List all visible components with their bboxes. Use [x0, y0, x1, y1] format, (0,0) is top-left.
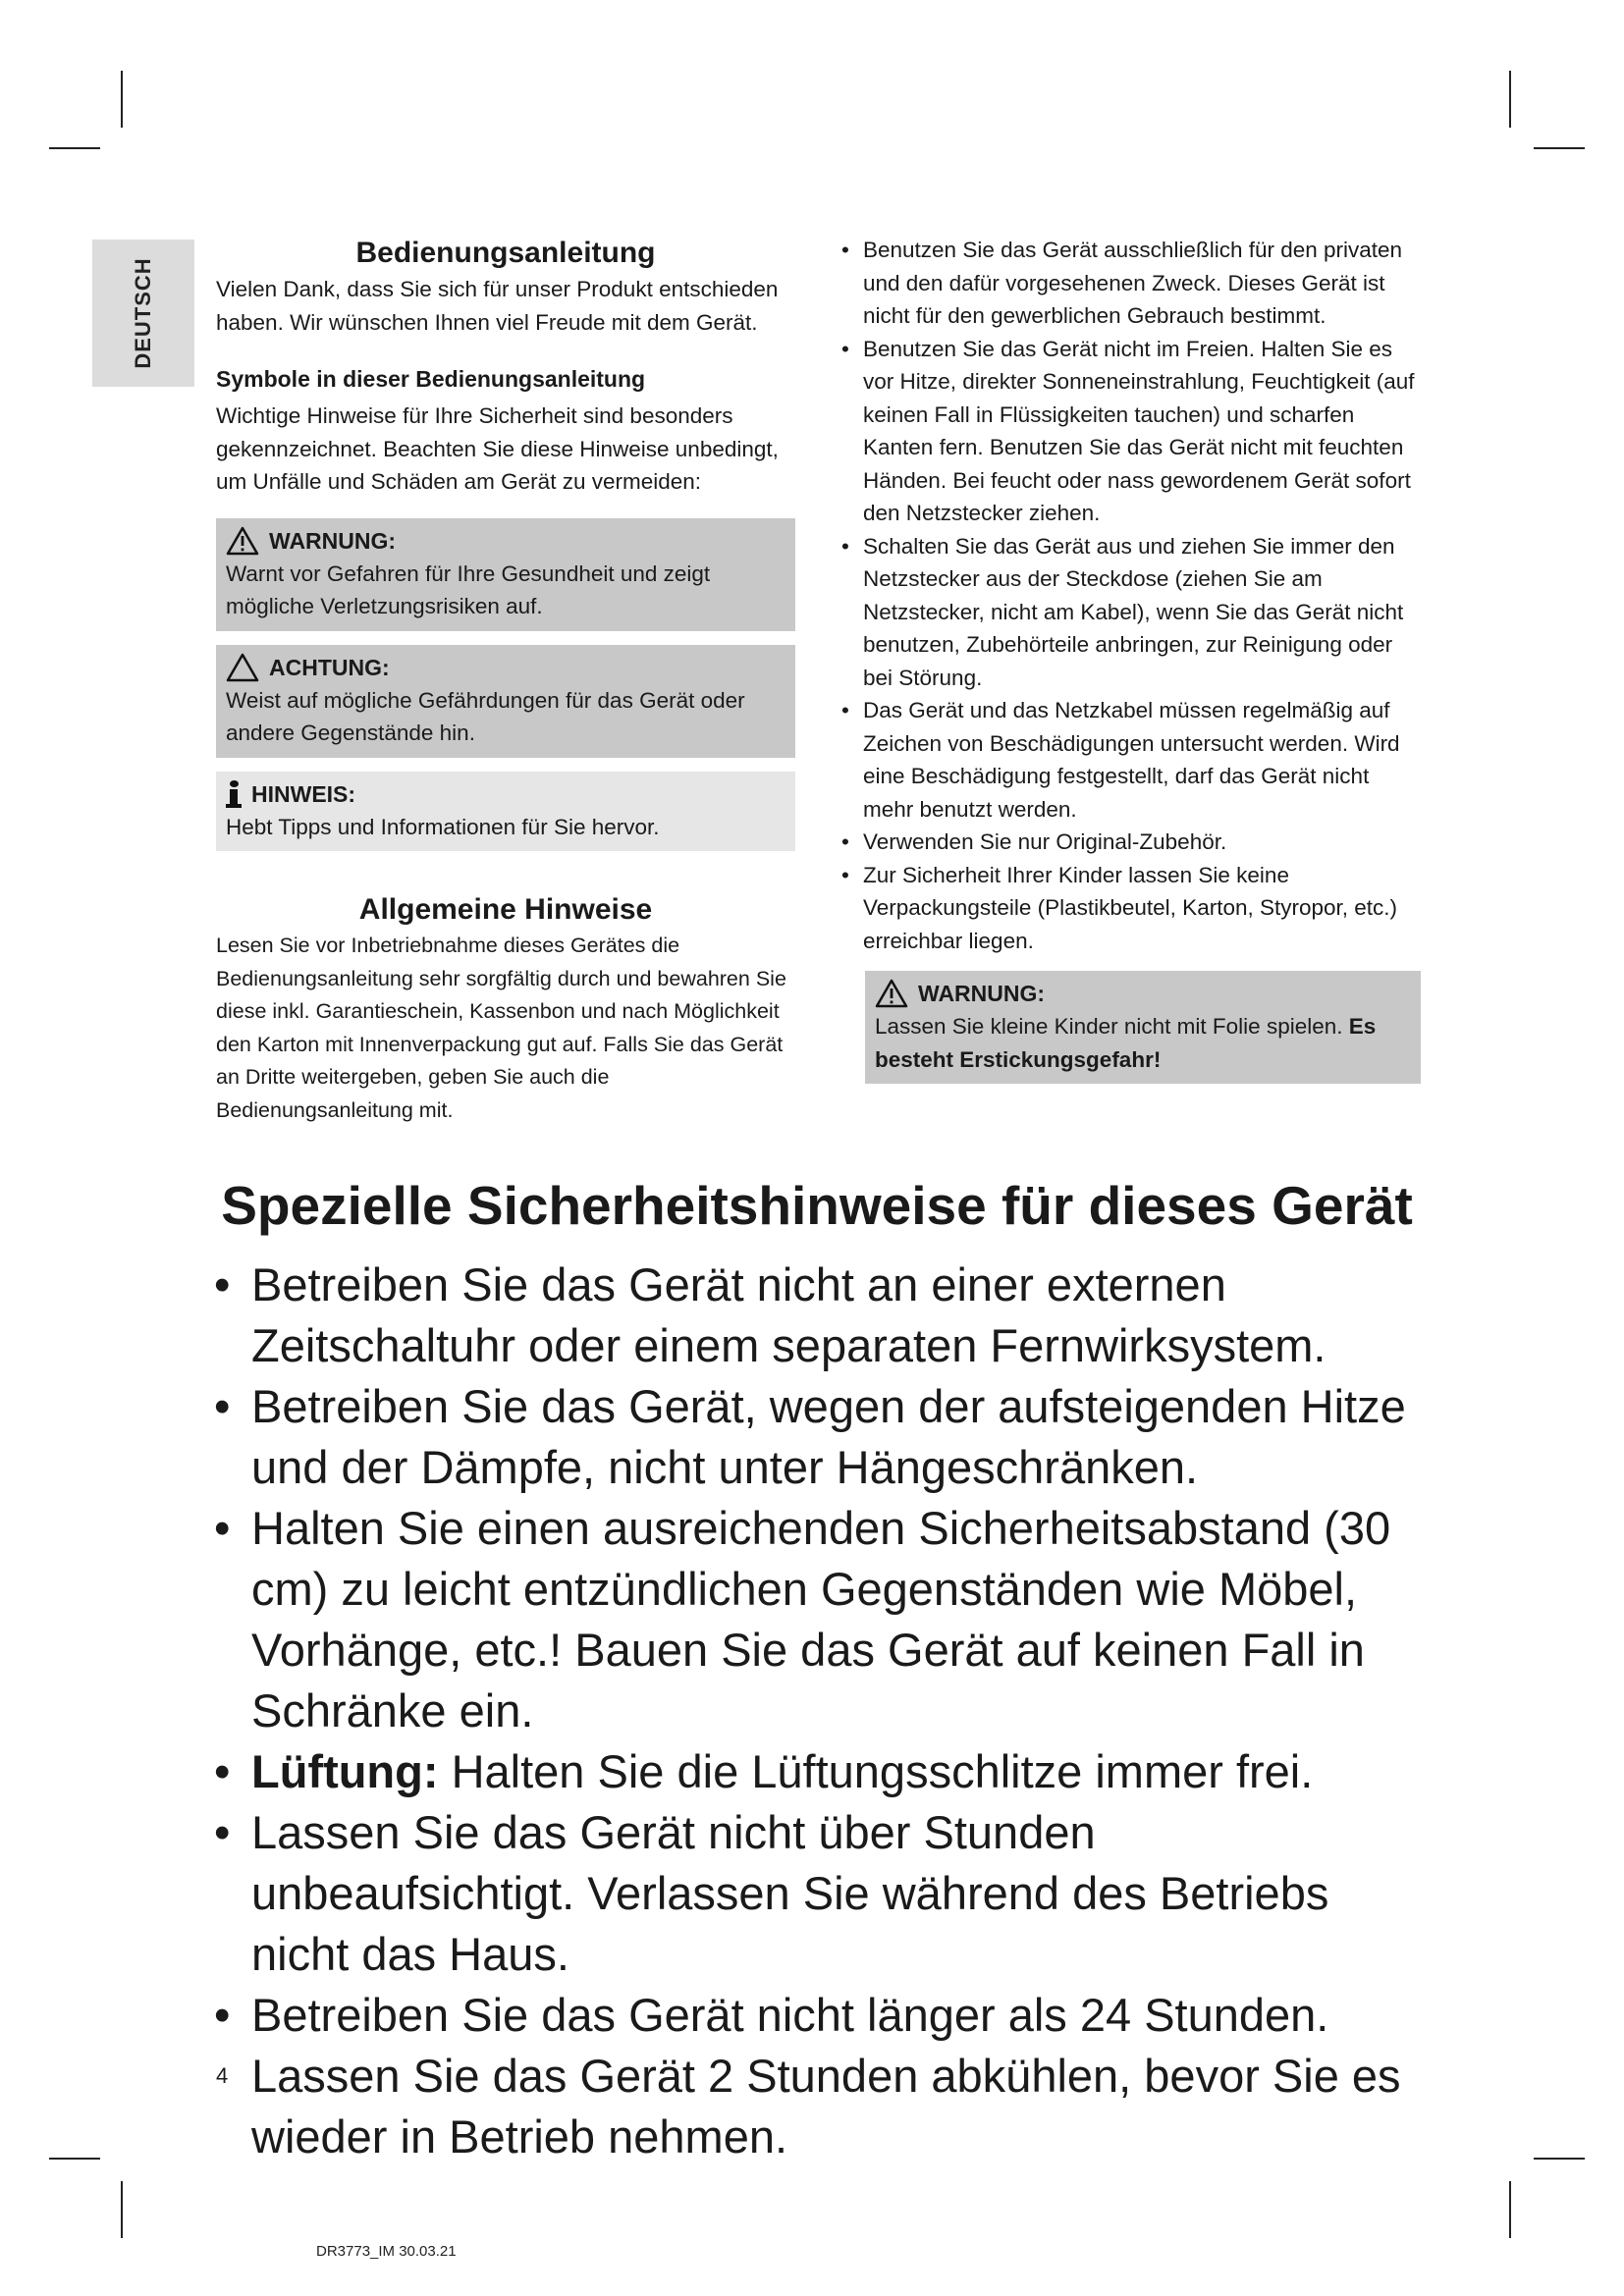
list-item-bold: Lüftung: — [251, 1745, 439, 1797]
caution-triangle-icon — [226, 653, 259, 682]
list-item — [212, 1741, 1430, 1802]
right-column — [839, 234, 1421, 1084]
manual-title: Bedienungsanleitung — [355, 237, 656, 269]
caution-box — [216, 645, 795, 758]
left-column — [216, 234, 795, 1127]
list-item-text: Betreiben Sie das Gerät, wegen der aufsteigenden Hitze und der Dämpfe, nicht unter Hängeschränken. — [251, 1380, 1406, 1493]
list-item-text: Betreiben Sie das Gerät nicht an einer externen Zeitschaltuhr oder einem separaten Fernwirksystem. — [251, 1258, 1326, 1371]
list-item-text: Halten Sie einen ausreichenden Sicherheitsabstand (30 cm) zu leicht entzündlichen Gegenständen wie Möbel, Vorhänge, etc.! Bauen Sie das Gerät auf keinen Fall in Schränke ein. — [251, 1502, 1391, 1736]
warning-label: WARNUNG: — [918, 981, 1046, 1006]
warning-box — [865, 971, 1421, 1084]
crop-mark — [1509, 2181, 1511, 2238]
warning-box — [216, 518, 795, 631]
special-safety-heading: Spezielle Sicherheitshinweise für dieses Gerät — [221, 1175, 1413, 1236]
list-item — [212, 1376, 1430, 1498]
crop-mark — [1509, 71, 1511, 128]
warning-text — [875, 1010, 1411, 1076]
warning-title — [875, 977, 1411, 1010]
crop-mark — [1534, 2158, 1585, 2160]
list-item — [212, 1255, 1430, 1376]
list-item-text: Halten Sie die Lüftungsschlitze immer frei. — [451, 1745, 1314, 1797]
crop-mark — [49, 2158, 100, 2160]
special-safety-list — [212, 1255, 1430, 2167]
general-heading: Allgemeine Hinweise — [358, 893, 653, 926]
warning-triangle-icon — [875, 979, 908, 1008]
warning-label: WARNUNG: — [269, 527, 397, 554]
crop-mark — [121, 2181, 123, 2238]
language-tab-label: DEUTSCH — [131, 257, 155, 369]
symbols-heading: Symbole in dieser Bedienungsanleitung — [216, 366, 646, 392]
crop-mark — [1534, 147, 1585, 149]
list-item — [212, 1802, 1430, 1985]
crop-mark — [121, 71, 123, 128]
footer-code: DR3773_IM 30.03.21 — [316, 2243, 457, 2260]
info-icon — [226, 780, 242, 808]
language-tab — [92, 240, 194, 387]
list-item: • Das Gerät und das Netzkabel müssen regelmäßig auf Zeichen von Beschädigungen untersucht werden. Wird eine Beschädigung festgestellt, darf das Gerät nicht mehr benutzt werden. — [839, 694, 1421, 826]
list-item: • Verwenden Sie nur Original-Zubehör. — [839, 826, 1421, 859]
caution-text: Weist auf mögliche Gefährdungen für das Gerät oder andere Gegenstände hin. — [226, 687, 745, 745]
note-text: Hebt Tipps und Informationen für Sie hervor. — [226, 814, 660, 839]
warning-text: Warnt vor Gefahren für Ihre Gesundheit und zeigt mögliche Verletzungsrisiken auf. — [226, 561, 711, 618]
warning-text-bold: Es besteht Erstickungsgefahr! — [875, 1014, 1377, 1072]
caution-title — [226, 651, 785, 684]
warning-text-plain: Lassen Sie kleine Kinder nicht mit Folie spielen. — [875, 1014, 1343, 1039]
list-item: • Zur Sicherheit Ihrer Kinder lassen Sie keine Verpackungsteile (Plastikbeutel, Karton, Styropor, etc.) erreichbar liegen. — [839, 859, 1421, 958]
list-item: • Benutzen Sie das Gerät ausschließlich für den privaten und den dafür vorgesehenen Zweck. Dieses Gerät ist nicht für den gewerblichen Gebrauch bestimmt. — [839, 234, 1421, 333]
list-item-text: Betreiben Sie das Gerät nicht länger als 24 Stunden. Lassen Sie das Gerät 2 Stunden abkühlen, bevor Sie es wieder in Betrieb nehmen. — [251, 1989, 1401, 2163]
crop-mark — [49, 147, 100, 149]
list-item: • Schalten Sie das Gerät aus und ziehen Sie immer den Netzstecker aus der Steckdose (ziehen Sie am Netzstecker, nicht am Kabel), wenn Sie das Gerät nicht benutzen, Zubehörteile anbringen, zur Reinigung oder bei Störung. — [839, 530, 1421, 695]
note-title — [226, 777, 785, 811]
list-item: • Benutzen Sie das Gerät nicht im Freien. Halten Sie es vor Hitze, direkter Sonneneinstrahlung, Feuchtigkeit (auf keinen Fall in Flüssigkeiten tauchen) und scharfen Kanten fern. Benutzen Sie das Gerät nicht mit feuchten Händen. Bei feucht oder nass gewordenem Gerät sofort den Netzstecker ziehen. — [839, 333, 1421, 530]
warning-title — [226, 524, 785, 558]
caution-label: ACHTUNG: — [269, 654, 390, 680]
safety-list — [839, 234, 1421, 957]
list-item — [212, 1498, 1430, 1741]
note-box — [216, 772, 795, 852]
intro-text: Vielen Dank, dass Sie sich für unser Produkt entschieden haben. Wir wünschen Ihnen viel Freude mit dem Gerät. — [216, 277, 779, 335]
warning-triangle-icon — [226, 526, 259, 556]
page-number: 4 — [216, 2063, 229, 2088]
symbols-text: Wichtige Hinweise für Ihre Sicherheit sind besonders gekennzeichnet. Beachten Sie diese Hinweise unbedingt, um Unfälle und Schäden am Gerät zu vermeiden: — [216, 403, 779, 494]
note-label: HINWEIS: — [251, 780, 356, 807]
list-item-text: Lassen Sie das Gerät nicht über Stunden unbeaufsichtigt. Verlassen Sie während des Betriebs nicht das Haus. — [251, 1806, 1329, 1980]
list-item — [212, 1985, 1430, 2167]
general-text: Lesen Sie vor Inbetriebnahme dieses Gerätes die Bedienungsanleitung sehr sorgfältig durch und bewahren Sie diese inkl. Garantieschein, Kassenbon und nach Möglichkeit den Karton mit Innenverpackung gut auf. Falls Sie das Gerät an Dritte weitergeben, geben Sie auch die Bedienungsanleitung mit. — [216, 934, 786, 1122]
